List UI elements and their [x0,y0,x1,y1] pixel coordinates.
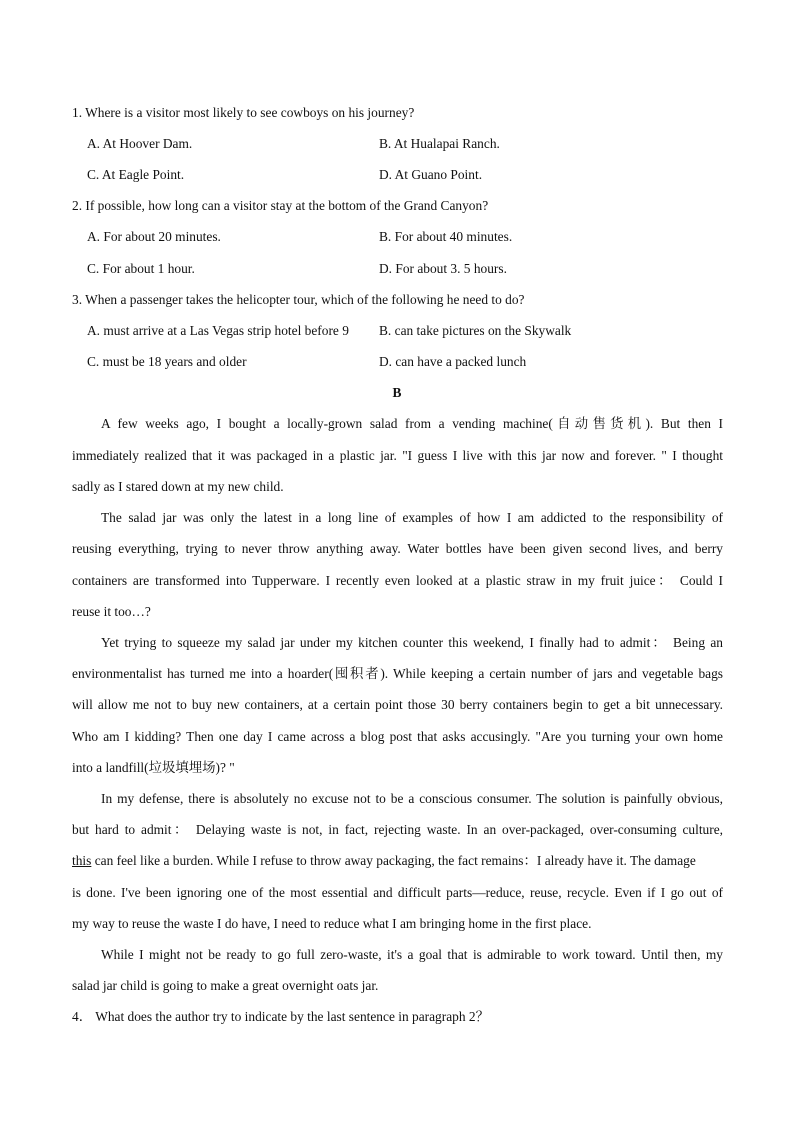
question-1-option-b: B. At Hualapai Ranch. [379,136,500,151]
question-2-option-a: A. For about 20 minutes. [87,229,221,244]
paragraph-4-line-3-rest: can feel like a burden. While I refuse to throw away packaging, the fact remains：I already have it. The damage [91,853,696,868]
question-1-option-d: D. At Guano Point. [379,167,483,182]
question-2-option-c: C. For about 1 hour. [87,261,195,276]
question-3-option-a: A. must arrive at a Las Vegas strip hotel before 9 [87,323,349,338]
question-3-option-d: D. can have a packed lunch [379,354,527,369]
paragraph-1-line-2: immediately realized that it was packaged in a plastic jar. "I guess I live with this jar now and forever. " I thought [72,448,723,463]
paragraph-1-line-1: A few weeks ago, I bought a locally-grown salad from a vending machine(自动售货机). But then I [101,416,723,431]
question-3-option-c: C. must be 18 years and older [87,354,247,369]
question-3-stem: 3. When a passenger takes the helicopter tour, which of the following he need to do? [72,292,525,307]
paragraph-4-line-1: In my defense, there is absolutely no excuse not to be a conscious consumer. The solution is painfully obvious, [101,791,723,806]
underlined-word-this: this [72,853,92,868]
paragraph-2-line-1: The salad jar was only the latest in a long line of examples of how I am addicted to the responsibility of [101,510,723,525]
paragraph-1-line-3: sadly as I stared down at my new child. [72,479,284,494]
paragraph-3-line-4: Who am I kidding? Then one day I came across a blog post that asks accusingly. "Are you turning your own home [72,729,723,744]
question-2-option-d: D. For about 3. 5 hours. [379,261,507,276]
paragraph-3-line-3: will allow me not to buy new containers, at a certain point those 30 berry containers begin to get a bit unnecessary. [72,697,723,712]
section-heading: B [392,385,402,400]
question-3-option-b: B. can take pictures on the Skywalk [379,323,572,338]
paragraph-3-line-2: environmentalist has turned me into a hoarder(囤积者). While keeping a certain number of jars and vegetable bags [72,666,723,681]
paragraph-3-line-5: into a landfill(垃圾填埋场)? " [72,760,235,775]
paragraph-2-line-4: reuse it too…? [72,604,151,619]
paragraph-4-line-3 [72,853,723,869]
question-1-option-a: A. At Hoover Dam. [87,136,193,151]
paragraph-5-line-1: While I might not be ready to go full zero-waste, it's a goal that is admirable to work toward. Until then, my [101,947,723,962]
question-4-stem: 4． What does the author try to indicate by the last sentence in paragraph 2？ [72,1009,489,1024]
question-2-stem: 2. If possible, how long can a visitor stay at the bottom of the Grand Canyon? [72,198,489,213]
paragraph-4-line-2: but hard to admit： Delaying waste is not, in fact, rejecting waste. In an over-packaged, over-consuming culture, [72,822,723,837]
paragraph-3-line-1: Yet trying to squeeze my salad jar under my kitchen counter this weekend, I finally had to admit： Being an [101,635,723,650]
question-1-stem: 1. Where is a visitor most likely to see cowboys on his journey? [72,105,415,120]
paragraph-2-line-3: containers are transformed into Tupperware. I recently even looked at a plastic straw in my fruit juice： Could I [72,573,723,588]
question-2-option-b: B. For about 40 minutes. [379,229,513,244]
paragraph-4-line-4: is done. I've been ignoring one of the most essential and difficult parts—reduce, reuse, recycle. Even if I go out of [72,885,723,900]
question-1-option-c: C. At Eagle Point. [87,167,185,182]
paragraph-4-line-5: my way to reuse the waste I do have, I need to reduce what I am bringing home in the first place. [72,916,592,931]
paragraph-5-line-2: salad jar child is going to make a great overnight oats jar. [72,978,379,993]
paragraph-2-line-2: reusing everything, trying to never throw anything away. Water bottles have been given second lives, and berry [72,541,723,556]
